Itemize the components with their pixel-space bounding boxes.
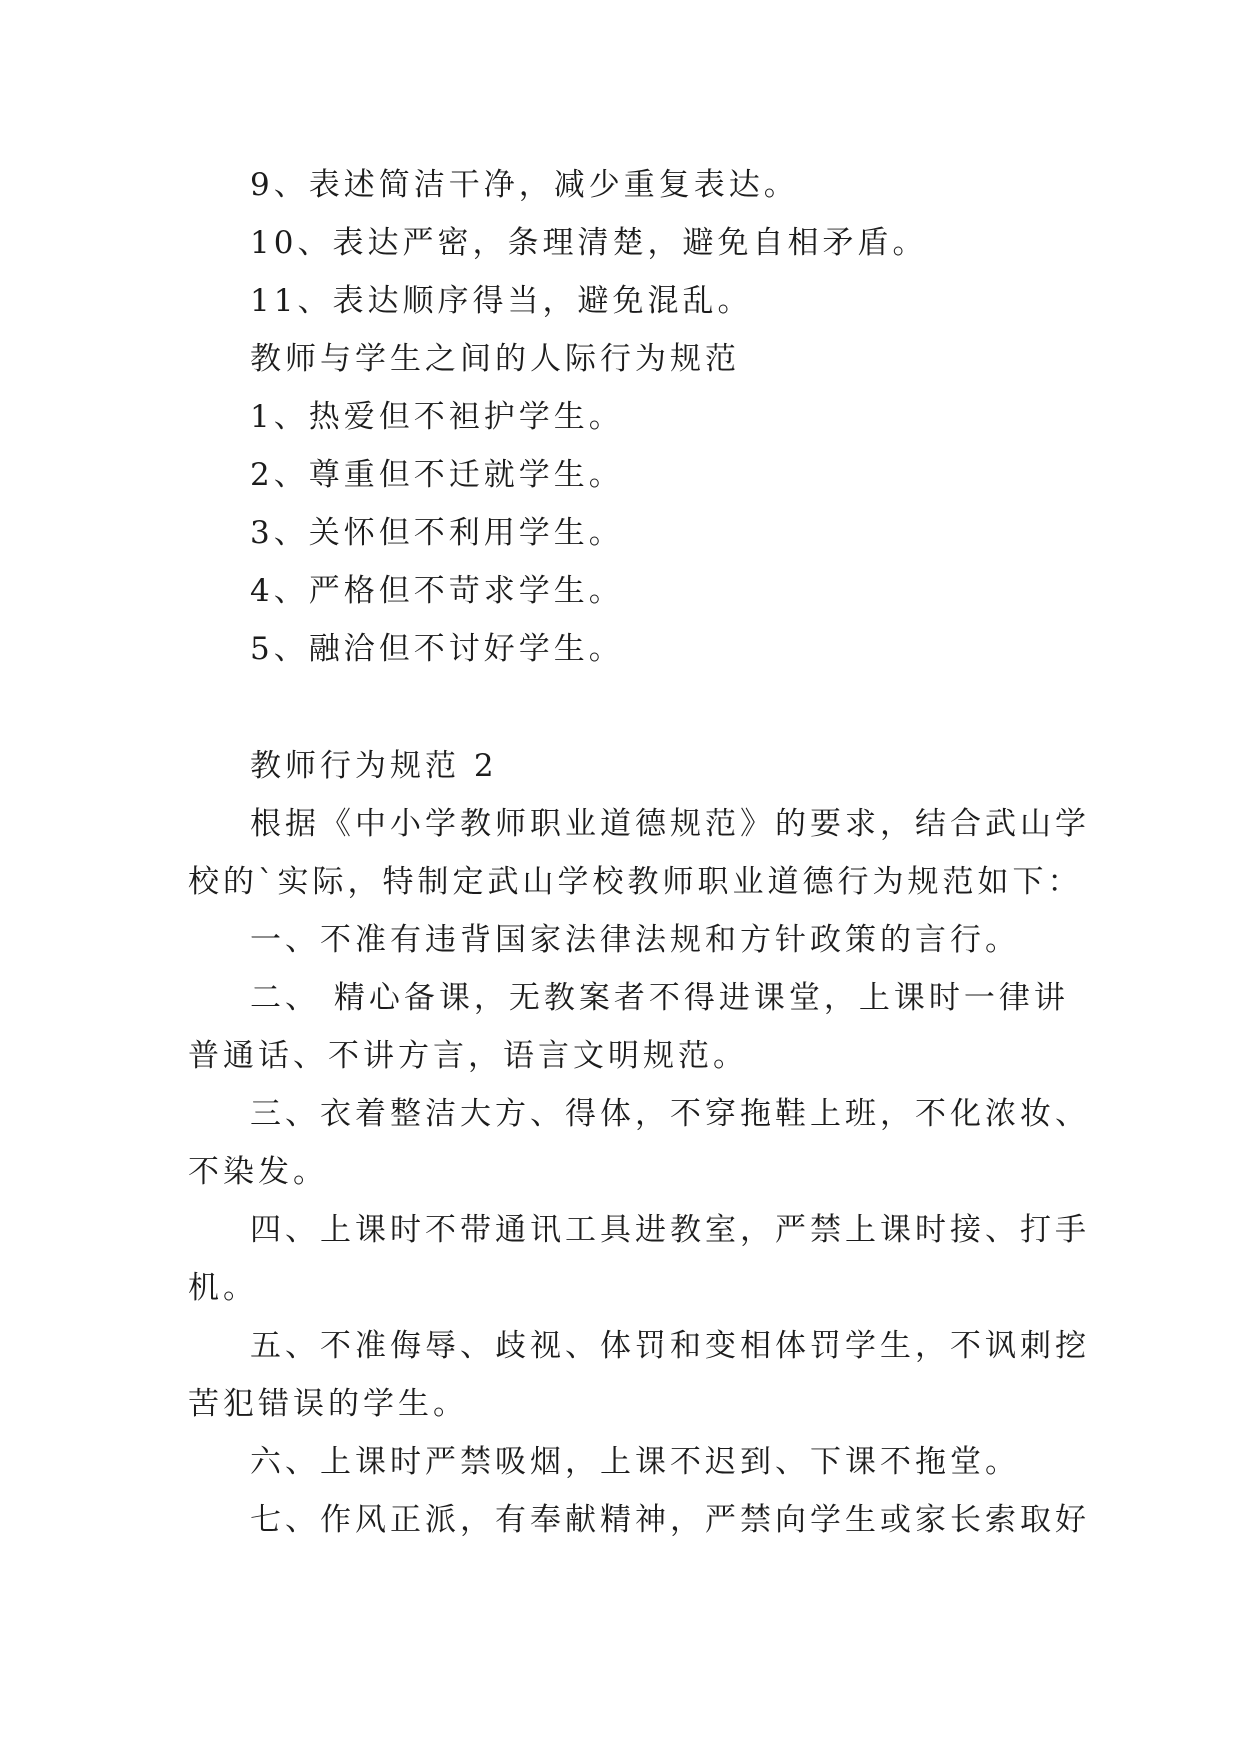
list-item: 10、表达严密，条理清楚，避免自相矛盾。 [250,225,928,261]
paragraph-line: 根据《中小学教师职业道德规范》的要求，结合武山学 [250,806,1090,842]
list-item: 3、关怀但不利用学生。 [250,515,624,551]
rule-line: 二、 精心备课，无教案者不得进课堂，上课时一律讲 [250,980,1069,1016]
rule-line: 七、作风正派，有奉献精神，严禁向学生或家长索取好 [250,1502,1090,1538]
list-item: 9、表述简洁干净，减少重复表达。 [250,167,799,203]
section-title: 教师行为规范 2 [250,748,498,784]
rule-line: 五、不准侮辱、歧视、体罚和变相体罚学生，不讽刺挖 [250,1328,1090,1364]
rule-line: 四、上课时不带通讯工具进教室，严禁上课时接、打手 [250,1212,1090,1248]
rule-line: 六、上课时严禁吸烟，上课不迟到、下课不拖堂。 [250,1444,1020,1480]
list-item: 5、融洽但不讨好学生。 [250,631,624,667]
rule-line: 苦犯错误的学生。 [188,1386,468,1422]
paragraph-line: 校的`实际，特制定武山学校教师职业道德行为规范如下： [188,864,1083,900]
section-heading: 教师与学生之间的人际行为规范 [250,341,740,377]
list-item: 2、尊重但不迁就学生。 [250,457,624,493]
rule-line: 三、衣着整洁大方、得体，不穿拖鞋上班，不化浓妆、 [250,1096,1090,1132]
list-item: 4、严格但不苛求学生。 [250,573,624,609]
rule-line: 普通话、不讲方言，语言文明规范。 [188,1038,748,1074]
list-item: 1、热爱但不袒护学生。 [250,399,624,435]
rule-line: 机。 [188,1270,258,1306]
list-item: 11、表达顺序得当，避免混乱。 [250,283,753,319]
rule-line: 不染发。 [188,1154,328,1190]
rule-line: 一、不准有违背国家法律法规和方针政策的言行。 [250,922,1020,958]
